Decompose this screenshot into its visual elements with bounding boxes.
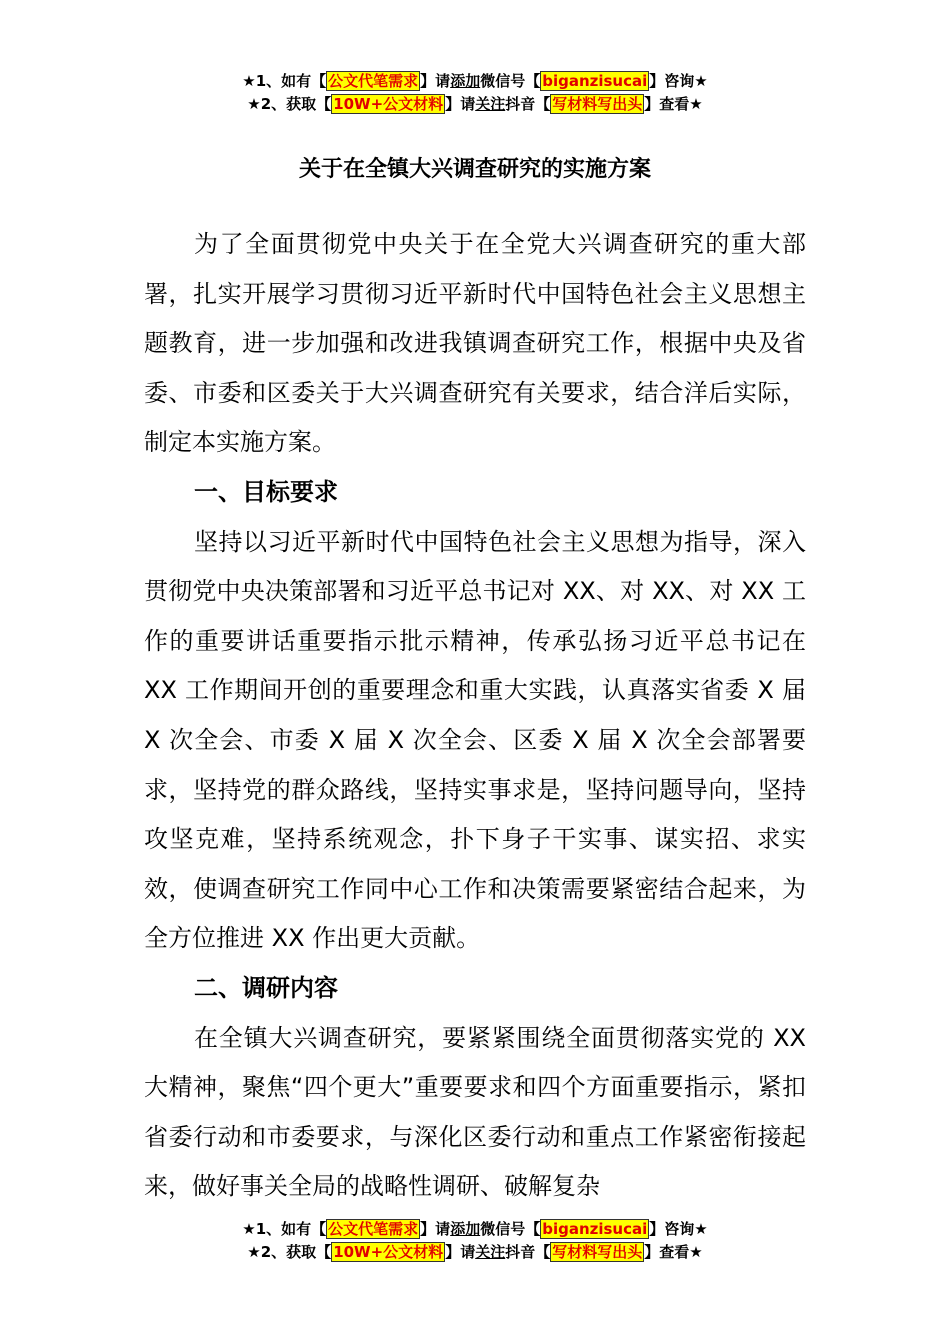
promo-highlight: 10W+公文材料 xyxy=(333,1243,444,1261)
promo-underlined-text: 添加 xyxy=(450,72,481,90)
section-body-content: 在全镇大兴调查研究，要紧紧围绕全面贯彻落实党的 XX 大精神，聚焦“四个更大”重要要求和四个方面重要指示，紧扣省委行动和市委要求，与深化区委行动和重点工作紧密衔接起来，做好事关全局的战略性调研、破解复杂 xyxy=(144,1023,806,1201)
promo-text: ★1、如有【 xyxy=(242,1220,327,1238)
promo-douyin-id: 写材料写出头 xyxy=(552,1243,643,1261)
promo-highlight: 公文代笔需求 xyxy=(328,72,419,90)
top-promo-banner xyxy=(0,70,950,116)
promo-line-2 xyxy=(0,93,950,116)
section-heading-content: 二、调研内容 xyxy=(194,973,338,1002)
document-title: 关于在全镇大兴调查研究的实施方案 xyxy=(298,157,651,182)
promo-wechat-id: biganzisucai xyxy=(542,72,648,90)
section-body-goals: 坚持以习近平新时代中国特色社会主义思想为指导，深入贯彻党中央决策部署和习近平总书记对 XX、对 XX、对 XX 工作的重要讲话重要指示批示精神，传承弘扬习近平总书记在 XX 工作期间开创的重要理念和重大实践，认真落实省委 X 届 X 次全会、市委 X 届 X 次全会、区委 X 届 X 次全会部署要求，坚持党的群众路线，坚持实事求是，坚持问题导向，坚持攻坚克难，坚持系统观念，扑下身子干实事、谋实招、求实效，使调查研究工作同中心工作和决策需要紧密结合起来，为全方位推进 XX 作出更大贡献。 xyxy=(144,527,806,953)
promo-text: 微信号【 xyxy=(480,72,541,90)
promo-text: 】咨询★ xyxy=(649,1220,708,1238)
promo-highlight: 10W+公文材料 xyxy=(333,95,444,113)
promo-underlined-text: 关注 xyxy=(475,95,506,113)
document-body xyxy=(144,220,806,1201)
promo-text: 抖音【 xyxy=(505,95,551,113)
promo-text: 微信号【 xyxy=(480,1220,541,1238)
promo-line-2 xyxy=(0,1241,950,1264)
promo-wechat-id: biganzisucai xyxy=(542,1220,648,1238)
promo-highlight: 公文代笔需求 xyxy=(328,1220,419,1238)
promo-underlined-text: 添加 xyxy=(450,1220,481,1238)
promo-text: 】查看★ xyxy=(644,1243,703,1261)
promo-underlined-text: 关注 xyxy=(475,1243,506,1261)
promo-text: 抖音【 xyxy=(505,1243,551,1261)
promo-text: 】请 xyxy=(445,95,476,113)
bottom-promo-banner xyxy=(0,1218,950,1264)
promo-text: 】咨询★ xyxy=(649,72,708,90)
promo-line-1 xyxy=(0,70,950,93)
promo-douyin-id: 写材料写出头 xyxy=(552,95,643,113)
promo-text: ★2、获取【 xyxy=(247,95,332,113)
promo-text: 】请 xyxy=(420,72,451,90)
intro-paragraph: 为了全面贯彻党中央关于在全党大兴调查研究的重大部署，扎实开展学习贯彻习近平新时代中国特色社会主义思想主题教育，进一步加强和改进我镇调查研究工作，根据中央及省委、市委和区委关于大兴调查研究有关要求，结合洋后实际，制定本实施方案。 xyxy=(144,230,806,457)
promo-text: ★1、如有【 xyxy=(242,72,327,90)
promo-text: 】请 xyxy=(445,1243,476,1261)
promo-text: 】请 xyxy=(420,1220,451,1238)
section-heading-goals: 一、目标要求 xyxy=(194,477,338,506)
promo-text: ★2、获取【 xyxy=(247,1243,332,1261)
promo-line-1 xyxy=(0,1218,950,1241)
promo-text: 】查看★ xyxy=(644,95,703,113)
